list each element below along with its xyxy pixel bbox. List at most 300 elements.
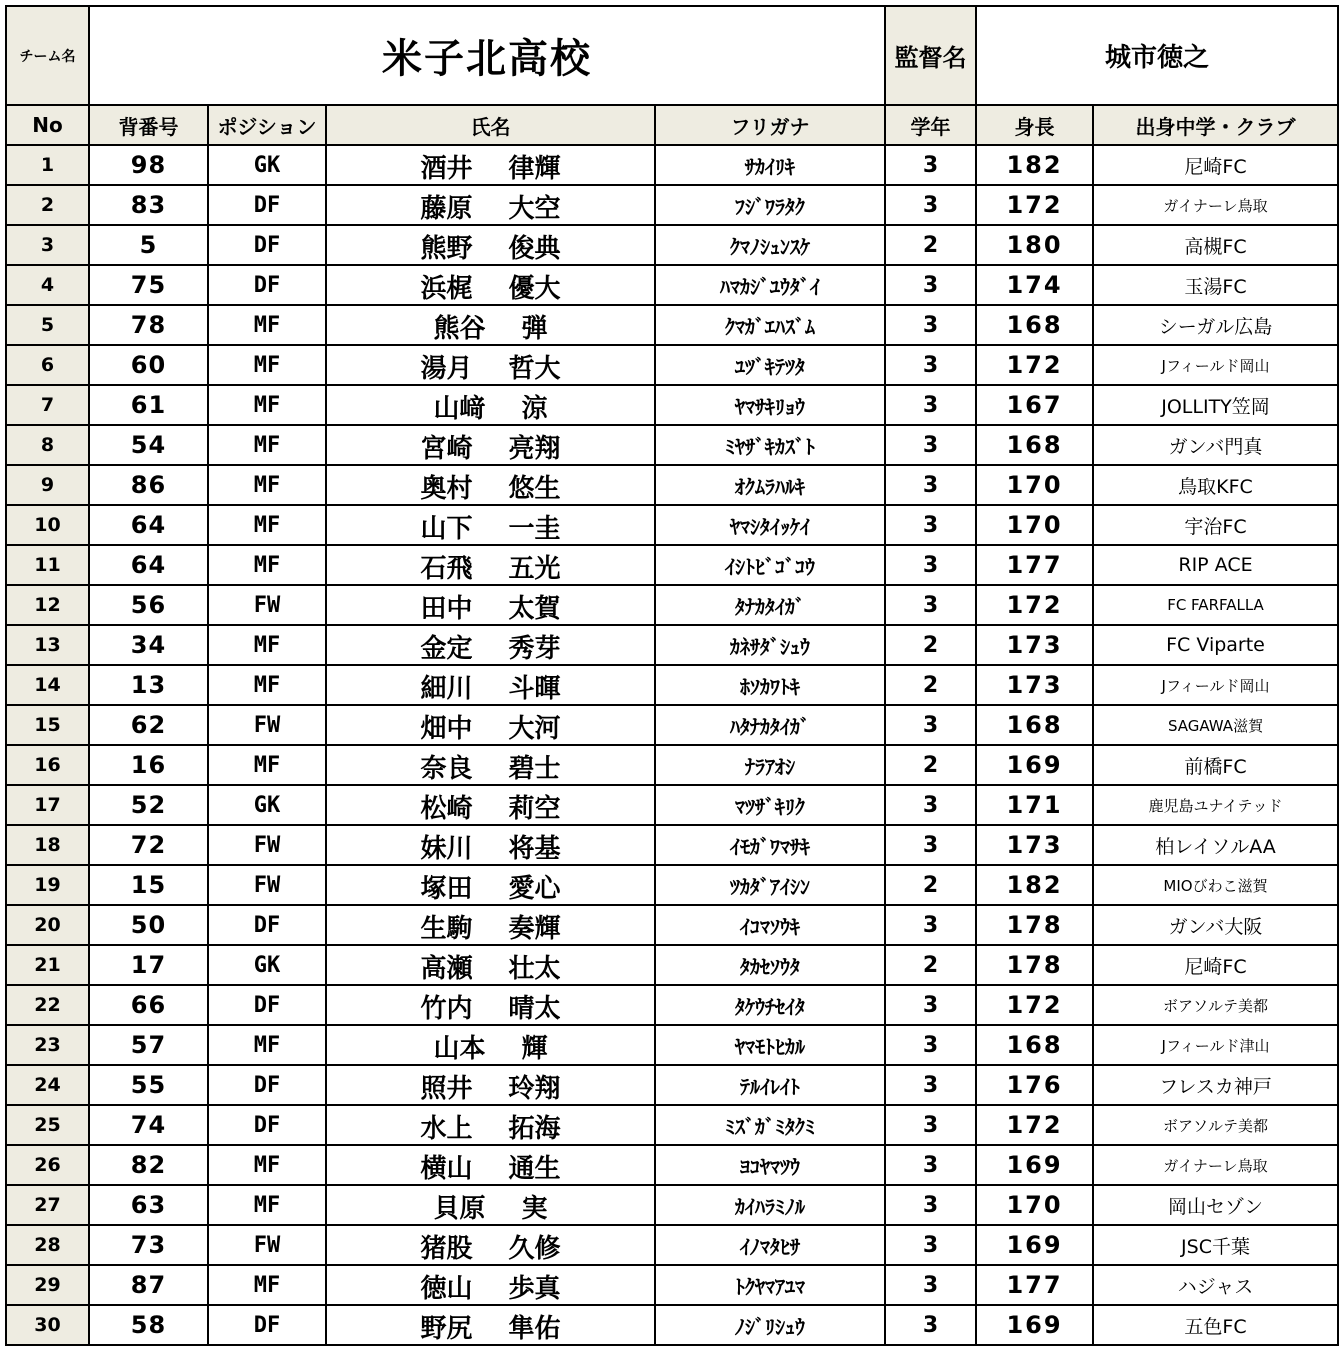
player-height-cell: 176	[976, 1065, 1093, 1105]
table-row	[6, 985, 1338, 1025]
player-grade-cell: 2	[885, 665, 976, 705]
player-name-cell	[326, 225, 655, 265]
table-row	[6, 1265, 1338, 1305]
player-club-cell: シーガル広島	[1093, 305, 1338, 345]
player-number-cell: 58	[89, 1305, 208, 1345]
player-number-cell: 66	[89, 985, 208, 1025]
player-no-cell: 1	[6, 145, 89, 185]
player-grade-cell: 3	[885, 1265, 976, 1305]
player-family-name: 水上	[420, 1114, 473, 1144]
table-row	[6, 345, 1338, 385]
table-row	[6, 705, 1338, 745]
player-given-name: 亮翔	[508, 434, 561, 464]
player-height-cell: 168	[976, 705, 1093, 745]
player-family-name: 横山	[420, 1154, 473, 1184]
player-given-name: 大空	[508, 194, 561, 224]
player-furigana-cell: ｲｺﾏｿｳｷ	[655, 905, 885, 945]
player-height-cell: 167	[976, 385, 1093, 425]
player-family-name: 細川	[420, 674, 473, 704]
player-club-cell: FC Viparte	[1093, 625, 1338, 665]
player-grade-cell: 3	[885, 985, 976, 1025]
player-name-cell	[326, 505, 655, 545]
col-no-header: No	[6, 105, 89, 145]
player-given-name: 輝	[521, 1034, 548, 1064]
player-club-cell: RIP ACE	[1093, 545, 1338, 585]
player-name-cell	[326, 1185, 655, 1225]
player-furigana-cell: ｸﾏｶﾞｴﾊｽﾞﾑ	[655, 305, 885, 345]
player-grade-cell: 2	[885, 745, 976, 785]
player-furigana-cell: ﾌｼﾞﾜﾗﾀｸ	[655, 185, 885, 225]
col-club-header: 出身中学・クラブ	[1093, 105, 1338, 145]
player-position-cell: MF	[208, 1185, 326, 1225]
player-family-name: 野尻	[420, 1314, 473, 1344]
player-name-cell	[326, 905, 655, 945]
player-no-cell: 4	[6, 265, 89, 305]
player-family-name: 金定	[420, 634, 473, 664]
player-name-cell	[326, 465, 655, 505]
player-club-cell: ハジャス	[1093, 1265, 1338, 1305]
player-furigana-cell: ﾊﾏｶｼﾞﾕｳﾀﾞｲ	[655, 265, 885, 305]
table-row	[6, 1145, 1338, 1185]
player-club-cell: ガイナーレ鳥取	[1093, 185, 1338, 225]
player-grade-cell: 3	[885, 705, 976, 745]
col-name-header: 氏名	[326, 105, 655, 145]
player-no-cell: 5	[6, 305, 89, 345]
player-given-name: 莉空	[508, 794, 561, 824]
player-position-cell: DF	[208, 1305, 326, 1345]
player-name-cell	[326, 1305, 655, 1345]
player-club-cell: Jフィールド津山	[1093, 1025, 1338, 1065]
table-row	[6, 425, 1338, 465]
player-position-cell: GK	[208, 785, 326, 825]
player-grade-cell: 3	[885, 425, 976, 465]
player-height-cell: 182	[976, 865, 1093, 905]
player-given-name: 一圭	[508, 514, 561, 544]
player-position-cell: DF	[208, 225, 326, 265]
player-furigana-cell: ﾖｺﾔﾏﾂｳ	[655, 1145, 885, 1185]
player-height-cell: 173	[976, 625, 1093, 665]
player-grade-cell: 3	[885, 825, 976, 865]
player-furigana-cell: ﾂｶﾀﾞｱｲｼﾝ	[655, 865, 885, 905]
player-name-cell	[326, 865, 655, 905]
player-family-name: 山﨑	[433, 394, 486, 424]
player-height-cell: 170	[976, 1185, 1093, 1225]
player-no-cell: 12	[6, 585, 89, 625]
player-position-cell: FW	[208, 705, 326, 745]
player-given-name: 久修	[508, 1234, 561, 1264]
player-given-name: 壮太	[508, 954, 561, 984]
team-name: 米子北高校	[89, 6, 885, 105]
player-height-cell: 177	[976, 545, 1093, 585]
col-height-header: 身長	[976, 105, 1093, 145]
player-height-cell: 177	[976, 1265, 1093, 1305]
player-no-cell: 2	[6, 185, 89, 225]
player-family-name: 石飛	[420, 554, 473, 584]
table-row	[6, 505, 1338, 545]
player-given-name: 大河	[508, 714, 561, 744]
player-height-cell: 172	[976, 985, 1093, 1025]
table-row	[6, 265, 1338, 305]
player-club-cell: 五色FC	[1093, 1305, 1338, 1345]
coach-name: 城市徳之	[976, 6, 1338, 105]
team-roster-table	[5, 5, 1339, 1346]
player-furigana-cell: ﾊﾀﾅｶﾀｲｶﾞ	[655, 705, 885, 745]
player-no-cell: 8	[6, 425, 89, 465]
table-row	[6, 1225, 1338, 1265]
table-row	[6, 665, 1338, 705]
player-no-cell: 25	[6, 1105, 89, 1145]
player-name-cell	[326, 385, 655, 425]
player-no-cell: 23	[6, 1025, 89, 1065]
table-row	[6, 305, 1338, 345]
player-given-name: 悠生	[508, 474, 561, 504]
player-number-cell: 16	[89, 745, 208, 785]
player-no-cell: 30	[6, 1305, 89, 1345]
player-furigana-cell: ｵｸﾑﾗﾊﾙｷ	[655, 465, 885, 505]
player-height-cell: 172	[976, 345, 1093, 385]
player-family-name: 山下	[420, 514, 473, 544]
table-row	[6, 545, 1338, 585]
player-furigana-cell: ﾕﾂﾞｷﾃﾂﾀ	[655, 345, 885, 385]
player-given-name: 隼佑	[508, 1314, 561, 1344]
player-position-cell: MF	[208, 305, 326, 345]
player-grade-cell: 3	[885, 785, 976, 825]
player-height-cell: 174	[976, 265, 1093, 305]
player-club-cell: ガンバ門真	[1093, 425, 1338, 465]
player-number-cell: 86	[89, 465, 208, 505]
player-grade-cell: 3	[885, 585, 976, 625]
player-furigana-cell: ﾔﾏｼﾀｲｯｹｲ	[655, 505, 885, 545]
player-position-cell: DF	[208, 985, 326, 1025]
player-grade-cell: 3	[885, 1145, 976, 1185]
player-no-cell: 22	[6, 985, 89, 1025]
player-number-cell: 64	[89, 545, 208, 585]
table-row	[6, 1065, 1338, 1105]
player-family-name: 妹川	[420, 834, 473, 864]
player-furigana-cell: ｸﾏﾉｼｭﾝｽｹ	[655, 225, 885, 265]
player-name-cell	[326, 345, 655, 385]
player-grade-cell: 2	[885, 225, 976, 265]
table-row	[6, 745, 1338, 785]
player-name-cell	[326, 1065, 655, 1105]
col-furigana-header: フリガナ	[655, 105, 885, 145]
player-family-name: 奥村	[420, 474, 473, 504]
player-no-cell: 11	[6, 545, 89, 585]
player-name-cell	[326, 985, 655, 1025]
player-position-cell: FW	[208, 825, 326, 865]
player-name-cell	[326, 305, 655, 345]
column-header-row	[6, 105, 1338, 145]
player-club-cell: 尼崎FC	[1093, 945, 1338, 985]
player-club-cell: MIOびわこ滋賀	[1093, 865, 1338, 905]
player-position-cell: MF	[208, 345, 326, 385]
table-row	[6, 905, 1338, 945]
player-furigana-cell: ﾄｸﾔﾏｱﾕﾏ	[655, 1265, 885, 1305]
player-family-name: 徳山	[420, 1274, 473, 1304]
player-club-cell: 鳥取KFC	[1093, 465, 1338, 505]
player-number-cell: 62	[89, 705, 208, 745]
player-family-name: 浜梶	[420, 274, 473, 304]
player-no-cell: 21	[6, 945, 89, 985]
player-club-cell: 宇治FC	[1093, 505, 1338, 545]
team-header-row	[6, 6, 1338, 105]
player-position-cell: MF	[208, 1145, 326, 1185]
table-row	[6, 585, 1338, 625]
player-height-cell: 169	[976, 1225, 1093, 1265]
player-name-cell	[326, 545, 655, 585]
player-height-cell: 178	[976, 905, 1093, 945]
player-club-cell: JSC千葉	[1093, 1225, 1338, 1265]
player-height-cell: 172	[976, 185, 1093, 225]
player-name-cell	[326, 1145, 655, 1185]
player-furigana-cell: ﾔﾏﾓﾄﾋｶﾙ	[655, 1025, 885, 1065]
player-no-cell: 24	[6, 1065, 89, 1105]
player-club-cell: JOLLITY笠岡	[1093, 385, 1338, 425]
player-name-cell	[326, 425, 655, 465]
player-furigana-cell: ﾃﾙｲﾚｲﾄ	[655, 1065, 885, 1105]
player-number-cell: 73	[89, 1225, 208, 1265]
player-number-cell: 55	[89, 1065, 208, 1105]
player-height-cell: 168	[976, 425, 1093, 465]
player-given-name: 涼	[521, 394, 548, 424]
player-number-cell: 60	[89, 345, 208, 385]
player-no-cell: 26	[6, 1145, 89, 1185]
player-no-cell: 27	[6, 1185, 89, 1225]
player-no-cell: 16	[6, 745, 89, 785]
player-no-cell: 13	[6, 625, 89, 665]
player-family-name: 竹内	[420, 994, 473, 1024]
player-position-cell: MF	[208, 505, 326, 545]
player-position-cell: MF	[208, 385, 326, 425]
table-row	[6, 225, 1338, 265]
player-club-cell: Jフィールド岡山	[1093, 345, 1338, 385]
player-grade-cell: 3	[885, 185, 976, 225]
player-furigana-cell: ｲﾓｶﾞﾜﾏｻｷ	[655, 825, 885, 865]
player-no-cell: 15	[6, 705, 89, 745]
player-position-cell: MF	[208, 625, 326, 665]
player-position-cell: MF	[208, 1265, 326, 1305]
player-no-cell: 18	[6, 825, 89, 865]
player-club-cell: Jフィールド岡山	[1093, 665, 1338, 705]
player-number-cell: 61	[89, 385, 208, 425]
player-family-name: 宮崎	[420, 434, 473, 464]
table-row	[6, 785, 1338, 825]
player-club-cell: ボアソルテ美都	[1093, 985, 1338, 1025]
player-given-name: 斗暉	[508, 674, 561, 704]
player-given-name: 碧士	[508, 754, 561, 784]
player-club-cell: ガンバ大阪	[1093, 905, 1338, 945]
table-row	[6, 465, 1338, 505]
player-position-cell: MF	[208, 545, 326, 585]
player-club-cell: 玉湯FC	[1093, 265, 1338, 305]
player-no-cell: 3	[6, 225, 89, 265]
player-position-cell: FW	[208, 585, 326, 625]
player-number-cell: 74	[89, 1105, 208, 1145]
player-given-name: 哲大	[508, 354, 561, 384]
player-given-name: 律輝	[508, 154, 561, 184]
player-no-cell: 28	[6, 1225, 89, 1265]
player-grade-cell: 2	[885, 865, 976, 905]
player-furigana-cell: ｻｶｲﾘｷ	[655, 145, 885, 185]
player-height-cell: 172	[976, 1105, 1093, 1145]
player-no-cell: 17	[6, 785, 89, 825]
player-club-cell: 高槻FC	[1093, 225, 1338, 265]
player-grade-cell: 3	[885, 1225, 976, 1265]
player-family-name: 奈良	[420, 754, 473, 784]
player-number-cell: 5	[89, 225, 208, 265]
player-name-cell	[326, 265, 655, 305]
player-furigana-cell: ﾀｹｳﾁｾｲﾀ	[655, 985, 885, 1025]
player-height-cell: 182	[976, 145, 1093, 185]
player-family-name: 畑中	[420, 714, 473, 744]
player-furigana-cell: ﾀｶｾｿｳﾀ	[655, 945, 885, 985]
player-name-cell	[326, 1225, 655, 1265]
player-number-cell: 75	[89, 265, 208, 305]
player-no-cell: 10	[6, 505, 89, 545]
player-grade-cell: 3	[885, 465, 976, 505]
player-position-cell: MF	[208, 425, 326, 465]
player-number-cell: 56	[89, 585, 208, 625]
player-number-cell: 64	[89, 505, 208, 545]
player-name-cell	[326, 145, 655, 185]
player-club-cell: 岡山セゾン	[1093, 1185, 1338, 1225]
player-club-cell: 柏レイソルAA	[1093, 825, 1338, 865]
player-position-cell: DF	[208, 1065, 326, 1105]
col-position-header: ポジション	[208, 105, 326, 145]
player-name-cell	[326, 945, 655, 985]
player-family-name: 塚田	[420, 874, 473, 904]
player-height-cell: 171	[976, 785, 1093, 825]
player-grade-cell: 2	[885, 945, 976, 985]
player-height-cell: 173	[976, 825, 1093, 865]
player-grade-cell: 3	[885, 505, 976, 545]
player-given-name: 優大	[508, 274, 561, 304]
player-name-cell	[326, 625, 655, 665]
player-family-name: 山本	[433, 1034, 486, 1064]
player-given-name: 太賀	[508, 594, 561, 624]
player-position-cell: DF	[208, 905, 326, 945]
player-number-cell: 98	[89, 145, 208, 185]
player-furigana-cell: ﾉｼﾞﾘｼｭｳ	[655, 1305, 885, 1345]
player-grade-cell: 3	[885, 345, 976, 385]
player-grade-cell: 3	[885, 1185, 976, 1225]
player-furigana-cell: ﾅﾗｱｵｼ	[655, 745, 885, 785]
player-number-cell: 63	[89, 1185, 208, 1225]
player-given-name: 玲翔	[508, 1074, 561, 1104]
player-given-name: 五光	[508, 554, 561, 584]
player-position-cell: DF	[208, 1105, 326, 1145]
player-no-cell: 7	[6, 385, 89, 425]
player-position-cell: GK	[208, 945, 326, 985]
player-number-cell: 54	[89, 425, 208, 465]
player-given-name: 俊典	[508, 234, 561, 264]
player-club-cell: フレスカ神戸	[1093, 1065, 1338, 1105]
player-club-cell: ガイナーレ鳥取	[1093, 1145, 1338, 1185]
player-grade-cell: 3	[885, 1065, 976, 1105]
player-given-name: 拓海	[508, 1114, 561, 1144]
player-number-cell: 87	[89, 1265, 208, 1305]
player-number-cell: 82	[89, 1145, 208, 1185]
player-club-cell: 鹿児島ユナイテッド	[1093, 785, 1338, 825]
player-height-cell: 172	[976, 585, 1093, 625]
player-height-cell: 169	[976, 1145, 1093, 1185]
player-given-name: 秀芽	[508, 634, 561, 664]
player-number-cell: 15	[89, 865, 208, 905]
player-position-cell: MF	[208, 1025, 326, 1065]
table-row	[6, 945, 1338, 985]
table-row	[6, 625, 1338, 665]
table-row	[6, 1305, 1338, 1345]
player-name-cell	[326, 1025, 655, 1065]
player-grade-cell: 3	[885, 1025, 976, 1065]
player-given-name: 歩真	[508, 1274, 561, 1304]
player-family-name: 田中	[420, 594, 473, 624]
player-number-cell: 83	[89, 185, 208, 225]
player-grade-cell: 3	[885, 1305, 976, 1345]
player-furigana-cell: ｲｼﾄﾋﾞｺﾞｺｳ	[655, 545, 885, 585]
player-number-cell: 52	[89, 785, 208, 825]
player-name-cell	[326, 1105, 655, 1145]
player-furigana-cell: ﾏﾂｻﾞｷﾘｸ	[655, 785, 885, 825]
player-position-cell: MF	[208, 665, 326, 705]
player-no-cell: 29	[6, 1265, 89, 1305]
player-no-cell: 19	[6, 865, 89, 905]
player-name-cell	[326, 665, 655, 705]
player-position-cell: FW	[208, 1225, 326, 1265]
col-grade-header: 学年	[885, 105, 976, 145]
player-position-cell: DF	[208, 265, 326, 305]
player-name-cell	[326, 745, 655, 785]
table-row	[6, 185, 1338, 225]
player-name-cell	[326, 705, 655, 745]
player-furigana-cell: ﾔﾏｻｷﾘｮｳ	[655, 385, 885, 425]
player-name-cell	[326, 585, 655, 625]
player-no-cell: 20	[6, 905, 89, 945]
player-height-cell: 173	[976, 665, 1093, 705]
col-number-header: 背番号	[89, 105, 208, 145]
team-label: チーム名	[6, 6, 89, 105]
player-given-name: 実	[521, 1194, 548, 1224]
player-height-cell: 170	[976, 505, 1093, 545]
player-height-cell: 178	[976, 945, 1093, 985]
player-name-cell	[326, 185, 655, 225]
player-grade-cell: 3	[885, 1105, 976, 1145]
player-club-cell: 尼崎FC	[1093, 145, 1338, 185]
player-position-cell: FW	[208, 865, 326, 905]
player-height-cell: 169	[976, 1305, 1093, 1345]
player-position-cell: MF	[208, 465, 326, 505]
table-row	[6, 145, 1338, 185]
player-number-cell: 13	[89, 665, 208, 705]
player-furigana-cell: ｶﾈｻﾀﾞｼｭｳ	[655, 625, 885, 665]
player-club-cell: SAGAWA滋賀	[1093, 705, 1338, 745]
player-family-name: 貝原	[433, 1194, 486, 1224]
player-number-cell: 17	[89, 945, 208, 985]
table-row	[6, 865, 1338, 905]
player-family-name: 熊谷	[433, 314, 486, 344]
player-given-name: 通生	[508, 1154, 561, 1184]
player-given-name: 弾	[521, 314, 548, 344]
coach-label: 監督名	[885, 6, 976, 105]
player-family-name: 生駒	[420, 914, 473, 944]
player-no-cell: 14	[6, 665, 89, 705]
player-number-cell: 34	[89, 625, 208, 665]
player-grade-cell: 2	[885, 625, 976, 665]
player-number-cell: 57	[89, 1025, 208, 1065]
table-row	[6, 1025, 1338, 1065]
player-name-cell	[326, 785, 655, 825]
player-furigana-cell: ｲﾉﾏﾀﾋｻ	[655, 1225, 885, 1265]
